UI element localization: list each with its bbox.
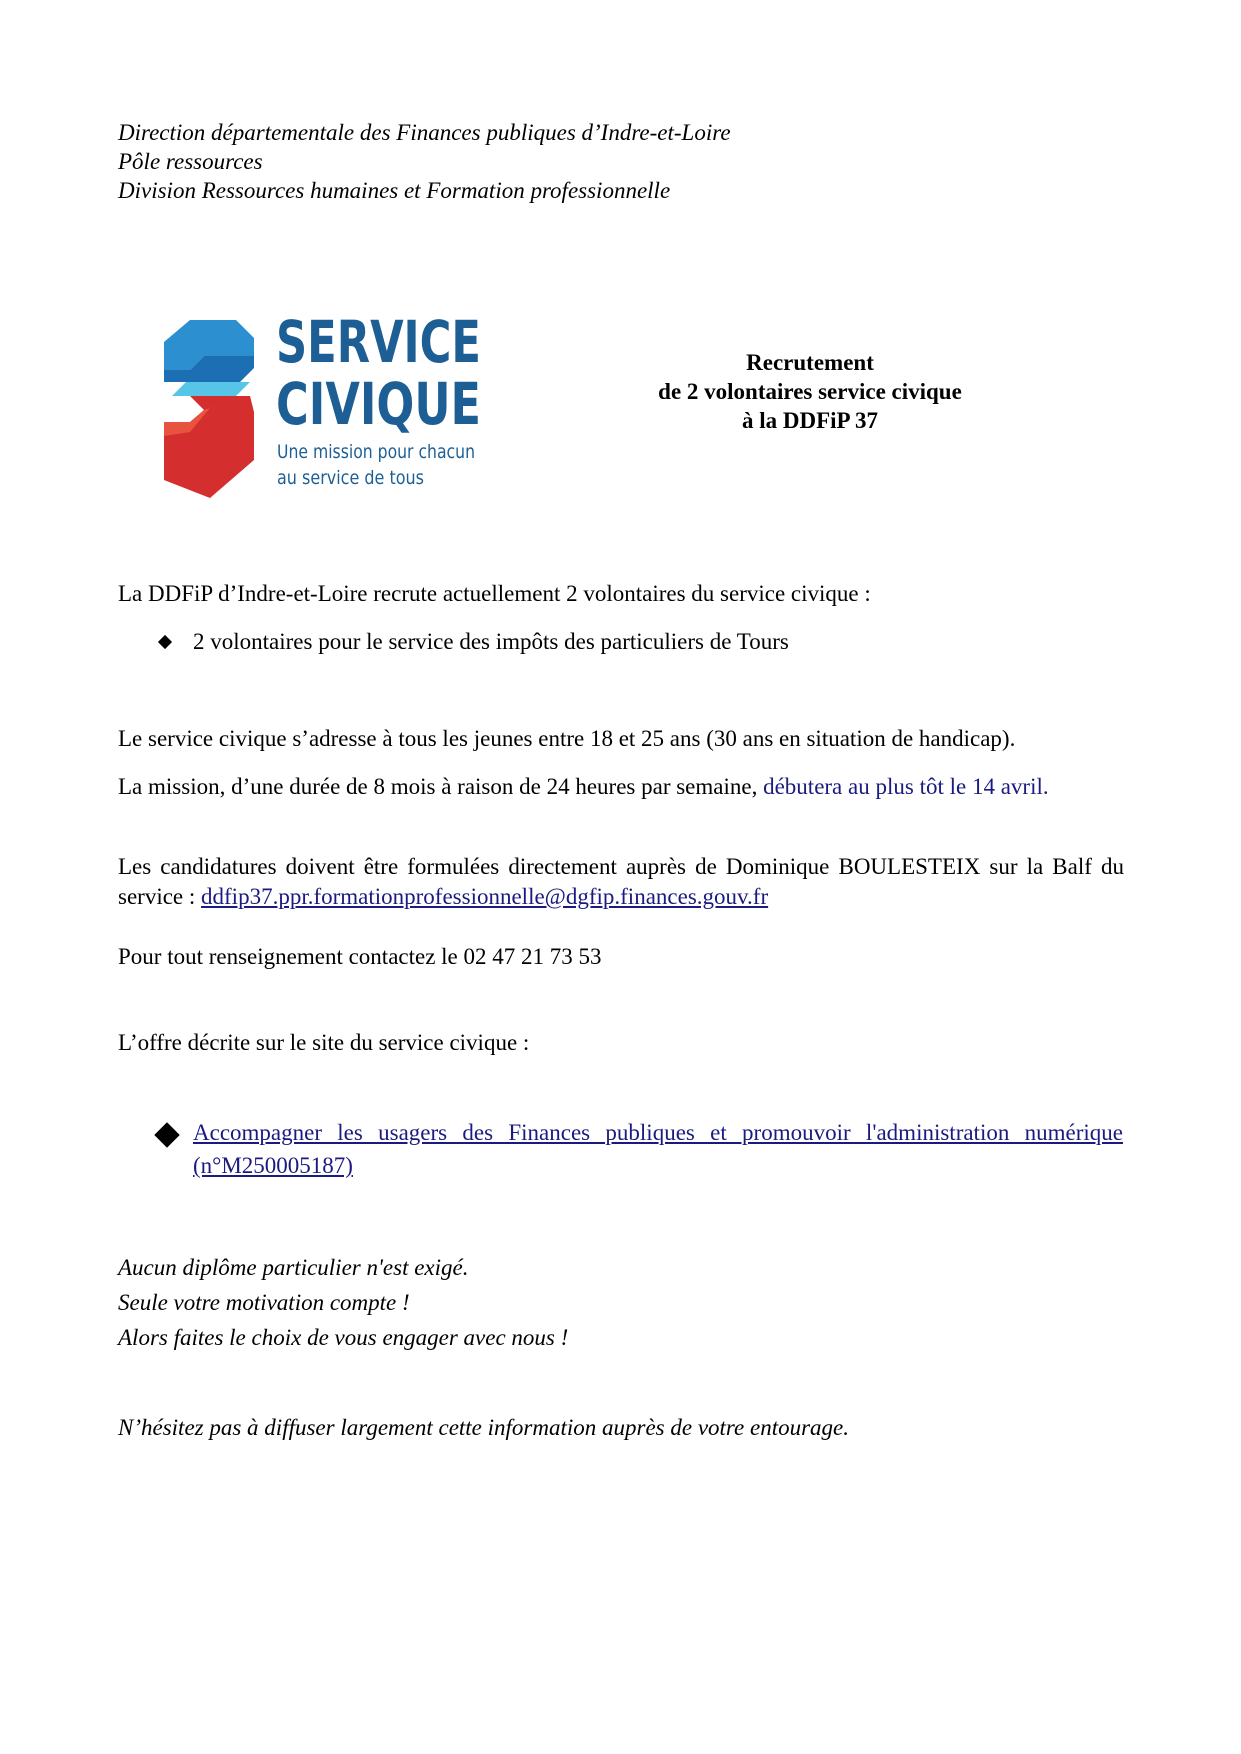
email-link[interactable]: ddfip37.ppr.formationprofessionnelle@dgfip.finances.gouv.fr [201,884,769,909]
logo-word-service: SERVICE [276,308,481,376]
service-civique-logo [150,308,490,508]
title-line-1: Recrutement [746,350,874,375]
bullet-text: 2 volontaires pour le service des impôts des particuliers de Tours [193,629,789,654]
header-direction: Direction départementale des Finances publiques d’Indre-et-Loire [118,120,731,145]
age-paragraph: Le service civique s’adresse à tous les jeunes entre 18 et 25 ans (30 ans en situation de handicap). [118,726,1016,751]
logo-emblem-icon [164,320,254,498]
closing-line-3: Alors faites le choix de vous engager avec nous ! [118,1325,569,1350]
header-block [118,118,731,205]
header-division: Division Ressources humaines et Formation professionnelle [118,178,671,203]
mission-text: La mission, d’une durée de 8 mois à raison de 24 heures par semaine, [118,774,764,799]
logo-word-civique: CIVIQUE [276,370,481,438]
closing-line-1: Aucun diplôme particulier n'est exigé. [118,1255,469,1280]
title-line-3: à la DDFiP 37 [741,408,879,433]
title-line-2: de 2 volontaires service civique [658,379,962,404]
mission-start-date: débutera au plus tôt le 14 avril. [763,774,1049,799]
closing-block [118,1250,568,1355]
mission-paragraph [118,770,1124,803]
closing-diffusion: N’hésitez pas à diffuser largement cette information auprès de votre entourage. [118,1415,849,1440]
contact-paragraph: Pour tout renseignement contactez le 02 47 21 73 53 [118,944,602,969]
offer-paragraph: L’offre décrite sur le site du service civique : [118,1030,530,1055]
apply-text: Les candidatures doivent être formulées directement auprès de Dominique BOULESTEIX sur la Balf du service : [118,854,1124,909]
logo-tagline-2: au service de tous [277,467,424,489]
apply-paragraph [118,852,1124,912]
bullet-diamond-icon [154,1122,179,1147]
closing-line-2: Seule votre motivation compte ! [118,1290,410,1315]
list-item [118,1116,1124,1182]
bullet-diamond-icon [158,635,172,649]
offer-link[interactable]: Accompagner les usagers des Finances publiques et promouvoir l'administration numérique (n°M250005187) [193,1120,1123,1178]
recruitment-title [600,348,1020,435]
intro-paragraph: La DDFiP d’Indre-et-Loire recrute actuellement 2 volontaires du service civique : [118,581,871,606]
header-pole: Pôle ressources [118,149,263,174]
logo-tagline-1: Une mission pour chacun [277,441,475,463]
list-item [118,625,1124,658]
